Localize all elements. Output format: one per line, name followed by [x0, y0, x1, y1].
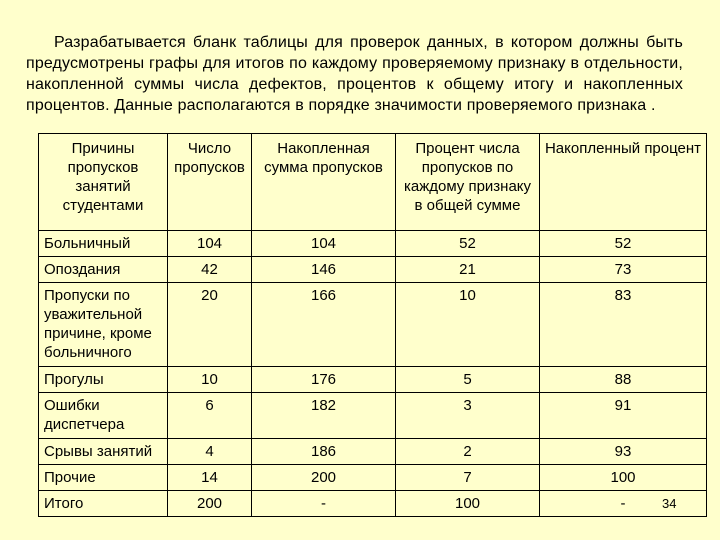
intro-paragraph — [26, 32, 683, 116]
table-row — [39, 465, 707, 491]
table-row — [39, 439, 707, 465]
value-cell: 91 — [540, 393, 707, 439]
header-causes: Причины пропусков занятий студентами — [39, 134, 168, 231]
value-cell: 88 — [540, 367, 707, 393]
cause-cell: Итого — [39, 491, 168, 517]
cause-cell: Прочие — [39, 465, 168, 491]
value-cell: - — [540, 491, 707, 517]
cause-cell: Прогулы — [39, 367, 168, 393]
value-cell: 104 — [252, 231, 396, 257]
table-row — [39, 367, 707, 393]
value-cell: 7 — [396, 465, 540, 491]
value-cell: 4 — [168, 439, 252, 465]
data-table — [38, 133, 707, 517]
value-cell: 20 — [168, 283, 252, 367]
value-cell: 14 — [168, 465, 252, 491]
value-cell: 104 — [168, 231, 252, 257]
cause-cell: Ошибки диспетчера — [39, 393, 168, 439]
value-cell: 2 — [396, 439, 540, 465]
table-row — [39, 491, 707, 517]
table-row — [39, 231, 707, 257]
value-cell: 146 — [252, 257, 396, 283]
value-cell: 3 — [396, 393, 540, 439]
value-cell: 93 — [540, 439, 707, 465]
header-cumulative-percent: Накопленный процент — [540, 134, 707, 231]
value-cell: 42 — [168, 257, 252, 283]
value-cell: 200 — [252, 465, 396, 491]
value-cell: 100 — [540, 465, 707, 491]
intro-text: Разрабатывается бланк таблицы для проверок данных, в котором должны быть предусмотрены графы для итогов по каждому проверяемому признаку в отдельности, накопленной суммы числа дефектов, процентов к общему итогу и накопленных процентов. Данные располагаются в порядке значимости проверяемого признака . — [26, 34, 683, 114]
value-cell: 52 — [396, 231, 540, 257]
cause-cell: Больничный — [39, 231, 168, 257]
value-cell: 73 — [540, 257, 707, 283]
value-cell: 10 — [396, 283, 540, 367]
value-cell: 6 — [168, 393, 252, 439]
table-row — [39, 257, 707, 283]
value-cell: 182 — [252, 393, 396, 439]
table-header-row — [39, 134, 707, 231]
header-percent: Процент числа пропусков по каждому признаку в общей сумме — [396, 134, 540, 231]
value-cell: - — [252, 491, 396, 517]
table-body — [39, 231, 707, 517]
value-cell: 83 — [540, 283, 707, 367]
header-count: Число пропусков — [168, 134, 252, 231]
value-cell: 52 — [540, 231, 707, 257]
value-cell: 10 — [168, 367, 252, 393]
value-cell: 100 — [396, 491, 540, 517]
table-row — [39, 393, 707, 439]
cause-cell: Опоздания — [39, 257, 168, 283]
cause-cell: Пропуски по уважительной причине, кроме больничного — [39, 283, 168, 367]
value-cell: 21 — [396, 257, 540, 283]
value-cell: 186 — [252, 439, 396, 465]
slide-number: 34 — [662, 496, 677, 511]
cause-cell: Срывы занятий — [39, 439, 168, 465]
header-cumulative-sum: Накопленная сумма пропусков — [252, 134, 396, 231]
value-cell: 176 — [252, 367, 396, 393]
value-cell: 166 — [252, 283, 396, 367]
value-cell: 200 — [168, 491, 252, 517]
value-cell: 5 — [396, 367, 540, 393]
table-row — [39, 283, 707, 367]
